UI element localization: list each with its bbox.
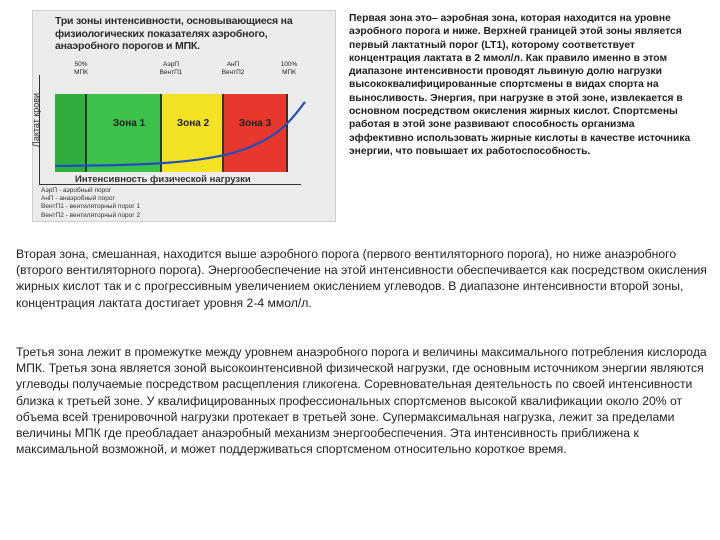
threshold-line2: МПК xyxy=(74,68,88,76)
legend-item: АэрП - аэробный порог xyxy=(41,187,112,194)
intensity-zones-figure xyxy=(32,10,336,222)
threshold-line1: 100% xyxy=(280,61,298,68)
threshold-label-mpk50 xyxy=(61,61,101,76)
y-axis-label: Лактат крови xyxy=(31,92,42,148)
threshold-line2: ВентП1 xyxy=(159,68,183,76)
legend-item: ВентП2 - вентиляторный порог 2 xyxy=(41,211,141,219)
zone-plot xyxy=(55,94,317,172)
lactate-curve xyxy=(55,94,317,172)
zone-1-description: Первая зона это– аэробная зона, которая находится на уровне аэробного порога и ниже. Верхней границей этой зоны является первый лактатный порог (LT1), которому соответствует концентрация лактата в 2 ммол/л. Как правило именно в этом диапазоне интенсивности проводят львиную долю нагрузки высококвалифицированные спортсмены в видах спорта на выносливость. Энергия, при нагрузке в этой зоне, извлекается в основном посредством окисления жирных кислот. Спортсмены работая в этой зоне развивают способность организма эффективно использовать жирные кислоты в качестве источника энергии, что повышает их работоспособность. xyxy=(349,13,691,157)
threshold-line1: АэрП xyxy=(162,61,180,68)
threshold-line1: 50% xyxy=(74,61,88,68)
legend-item: ВентП1 - вентиляторный порог 1 xyxy=(41,203,141,211)
threshold-line2: ВентП2 xyxy=(221,68,245,76)
zone-2-paragraph: Вторая зона, смешанная, находится выше аэробного порога (первого вентиляторного порога), но ниже анаэробного (второго вентиляторного порога). Энергообеспечение на этой интенсивности обеспечивается как посредством окисления жирных кислот так и с прогрессивным увеличением окислением углеводов. В диапазоне интенсивности второй зоны, концентрация лактата достигает уровня 2-4 ммол/л. xyxy=(16,247,707,310)
zone-2-label: Зона 2 xyxy=(176,118,210,129)
threshold-label-mpk100 xyxy=(269,61,309,76)
figure-title: Три зоны интенсивности, основывающиеся на физиологических показателях аэробного, анаэробного порогов и МПК. xyxy=(55,15,293,52)
threshold-line1: АнП xyxy=(226,61,240,68)
threshold-label-anp xyxy=(213,61,253,76)
threshold-line2: МПК xyxy=(282,68,296,76)
figure-legend xyxy=(41,187,140,220)
zone-1-label: Зона 1 xyxy=(112,118,146,129)
threshold-label-aerp xyxy=(151,61,191,76)
x-axis-label: Интенсивность физической нагрузки xyxy=(75,174,251,185)
zone-3-label: Зона 3 xyxy=(238,118,272,129)
zone-3-paragraph: Третья зона лежит в промежутке между уровнем анаэробного порога и величины максимального потребления кислорода МПК. Третья зона является зоной высокоинтенсивной физической нагрузки, где основным источником энергии являются углеводы получаемые посредством расщепления гликогена. Соревновательная деятельность по своей интенсивности близка к третьей зоне. У квалифицированных профессиональных спортсменов высокой квалификации около 20% от объема всей тренировочной нагрузки протекает в третьей зоне. Супермаксимальная нагрузка, лежит за пределами величины МПК где преобладает анаэробный механизм энергообеспечения. Эта интенсивность приближена к максимальной возможной, и может поддерживаться спортсменом относительно короткое время. xyxy=(16,345,707,457)
legend-item: АнП - анаэробный порог xyxy=(41,195,115,203)
